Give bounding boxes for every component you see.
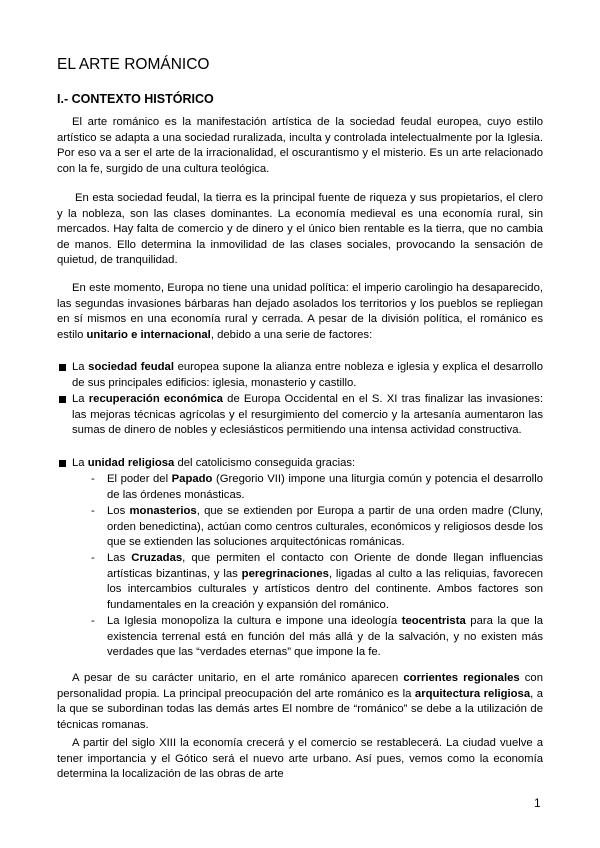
list-item-feudal-society: La sociedad feudal europea supone la alianza entre nobleza e iglesia y explica el desarrollo de sus principales edificios: iglesia, monasterio y castillo. (57, 360, 543, 391)
dash-bullet: - (91, 473, 95, 485)
paragraph-gothic-transition: A partir del siglo XIII la economía crecerá y el comercio se restablecerá. La ciudad vuelve a tener importancia y el Gótico será el nuevo arte urbano. Así pues, vemos como la economía determina la localización de las obras de arte (57, 737, 543, 781)
square-bullet-icon (59, 460, 66, 467)
square-bullet-icon (59, 396, 66, 403)
sublist-item-papacy: - El poder del Papado (Gregorio VII) impone una liturgia común y potencia el desarrollo de las órdenes monásticas. (91, 473, 543, 501)
sublist-item-crusades: - Las Cruzadas, que permiten el contacto con Oriente de donde llegan influencias artísticas bizantinas, y las peregrinaciones, ligadas al culto a las reliquias, favorecen los intercambios culturales y artísticos dentro del continente. Ambos factores son fundamentales en la creación y expansión del románico. (91, 552, 543, 611)
paragraph-intro: El arte románico es la manifestación artística de la sociedad feudal europea, cuyo estilo artístico se adapta a una sociedad ruralizada, inculta y controlada intelectualmente por la Iglesia. Por eso va a ser el arte de la irracionalidad, el oscurantismo y el misterio. Es un arte relacionado con la fe, surgido de una cultura teológica. (57, 116, 543, 175)
list-item-religious-unity: La unidad religiosa del catolicismo conseguida gracias: (57, 456, 543, 472)
page-title: EL ARTE ROMÁNICO (57, 56, 210, 73)
square-bullet-icon (59, 364, 66, 371)
sublist-item-monasteries: - Los monasterios, que se extienden por Europa a partir de una orden madre (Cluny, orden benedictina), actúan como centros culturales, económicos y religiosos desde los que se extienden las soluciones arquitectónicas románicas. (91, 505, 543, 549)
dash-bullet: - (91, 615, 95, 627)
section-heading: I.- CONTEXTO HISTÓRICO (57, 92, 214, 106)
page-number: 1 (534, 796, 541, 810)
paragraph-political-context: En este momento, Europa no tiene una unidad política: el imperio carolingio ha desaparecido, las segundas invasiones bárbaras han dejado asolados los territorios y los pueblos se repliegan en sí mismos en una economía rural y cerrada. A pesar de la división política, el románico es estilo unitario e internacional, debido a una serie de factores: (57, 282, 543, 341)
dash-bullet: - (91, 552, 95, 564)
list-item-economic-recovery: La recuperación económica de Europa Occidental en el S. XI tras finalizar las invasiones: las mejoras técnicas agrícolas y el resurgimiento del comercio y la artesanía aumentaron las sumas de dinero de nobles y eclesiásticos permitiendo una intensa actividad constructiva. (57, 392, 543, 439)
dash-bullet: - (91, 505, 95, 517)
paragraph-feudal-society: En esta sociedad feudal, la tierra es la principal fuente de riqueza y sus propietarios, el clero y la nobleza, son las clases dominantes. La economía medieval es una economía rural, sin mercados. Hay falta de comercio y de dinero y el único bien rentable es la tierra, que no cambia de manos. Ello determina la inmovilidad de las clases sociales, provocando la sensación de quietud, de tranquilidad. (57, 192, 543, 267)
sublist-item-theocentrism: - La Iglesia monopoliza la cultura e impone una ideología teocentrista para la que la existencia terrenal está en función del más allá y de la salvación, y no existen más verdades que las “verdades eternas” que impone la fe. (91, 615, 543, 659)
paragraph-regional-currents: A pesar de su carácter unitario, en el arte románico aparecen corrientes regionales con personalidad propia. La principal preocupación del arte románico es la arquitectura religiosa, a la que se subordinan todas las demás artes El nombre de “románico” se debe a la utilización de técnicas romanas. (57, 672, 543, 731)
